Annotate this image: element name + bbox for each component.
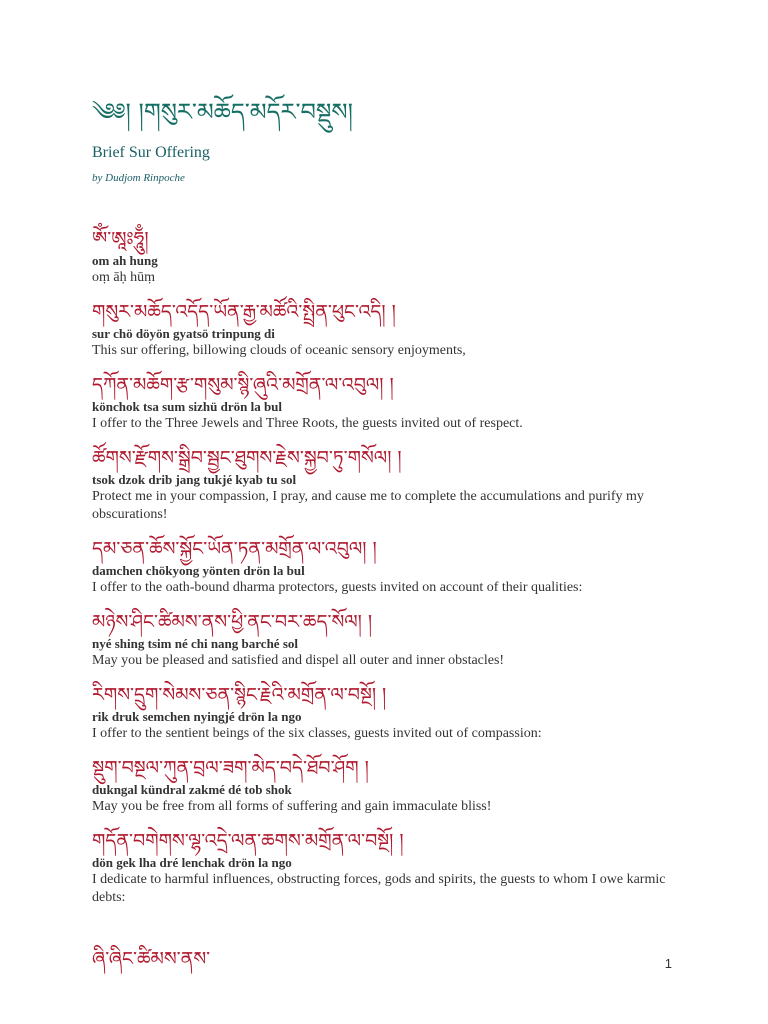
verse-tibetan: དམ་ཅན་ཆོས་སྐྱོང་ཡོན་ཏན་མགྲོན་ལ་འབུལ། །	[92, 538, 377, 560]
verse	[92, 226, 682, 287]
verse-tibetan: ཚོགས་རྫོགས་སྒྲིབ་སྦྱང་ཐུགས་རྗེས་སྐྱབ་ཏུ་གསོལ། །	[92, 447, 402, 469]
verse-list	[92, 226, 682, 919]
verse	[92, 609, 682, 670]
verse-translation: This sur offering, billowing clouds of oceanic sensory enjoyments,	[92, 343, 466, 358]
verse-tibetan: སྡུག་བསྔལ་ཀུན་བྲལ་ཟག་མེད་བདེ་ཐོབ་ཤོག །	[92, 757, 369, 779]
verse	[92, 299, 682, 360]
verse-translation: May you be pleased and satisfied and dispel all outer and inner obstacles!	[92, 653, 505, 668]
verse-phonetic: oṃ āḥ hūṃ	[92, 270, 155, 285]
shad-mark: །	[382, 684, 387, 706]
verse-translation: I offer to the sentient beings of the six classes, guests invited out of compassion:	[92, 726, 542, 741]
verse-tibetan: དཀོན་མཆོག་རྩ་གསུམ་སྙི་ཞུའི་མགྲོན་ལ་འབུལ། །	[92, 374, 394, 396]
verse-translation: May you be free from all forms of suffering and gain immaculate bliss!	[92, 799, 492, 814]
verse-transliteration: rik druk semchen nyingjé drön la ngo	[92, 709, 302, 724]
tibetan-title: ༄༅། །གསུར་མཆོད་མདོར་བསྡུས།	[92, 98, 353, 126]
verse	[92, 536, 682, 597]
verse	[92, 755, 682, 816]
verse-transliteration: tsok dzok drib jang tukjé kyab tu sol	[92, 472, 297, 487]
page-number: 1	[664, 956, 672, 971]
verse-tibetan: ཨོཾ་ཨཱཿཧཱུྃ།	[92, 228, 149, 250]
verse-translation: Protect me in your compassion, I pray, and cause me to complete the accumulations and purify my obscurations!	[92, 489, 644, 522]
verse-tibetan: གསུར་མཆོད་འདོད་ཡོན་རྒྱ་མཚོའི་སྤྲིན་ཕུང་འདི། །	[92, 301, 396, 323]
verse-translation: I dedicate to harmful influences, obstructing forces, gods and spirits, the guests to whom I owe karmic debts:	[92, 872, 666, 905]
verse-transliteration: om ah hung	[92, 253, 158, 268]
verse-translation: I offer to the Three Jewels and Three Roots, the guests invited out of respect.	[92, 416, 523, 431]
document-title: Brief Sur Offering	[92, 144, 210, 161]
verse-transliteration: dukngal kündral zakmé dé tob shok	[92, 782, 292, 797]
verse-transliteration: könchok tsa sum sizhü drön la bul	[92, 399, 283, 414]
verse	[92, 828, 682, 907]
page	[92, 0, 692, 1024]
verse-tibetan: གདོན་བགེགས་ལྷ་འདྲེ་ལན་ཆགས་མགྲོན་ལ་བསྔོ། །	[92, 830, 404, 852]
verse-tibetan: རིགས་དྲུག་སེམས་ཅན་སྙིང་རྗེའི་མགྲོན་ལ་བསྔོ། །	[92, 684, 387, 706]
partial-next-verse	[92, 938, 292, 970]
verse-translation: I offer to the oath-bound dharma protectors, guests invited on account of their qualities:	[92, 580, 583, 595]
shad-mark: །	[389, 374, 394, 396]
verse-transliteration: dön gek lha dré lenchak drön la ngo	[92, 855, 292, 870]
verse	[92, 372, 682, 433]
shad-mark: །	[391, 301, 396, 323]
verse-transliteration: damchen chökyong yönten drön la bul	[92, 563, 305, 578]
verse-transliteration: nyé shing tsim né chi nang barché sol	[92, 636, 298, 651]
verse	[92, 445, 682, 524]
shad-mark: །	[397, 447, 402, 469]
shad-mark: །	[364, 757, 369, 779]
shad-mark: །	[372, 538, 377, 560]
shad-mark: །	[367, 611, 373, 633]
partial-tibetan-line: ཞི་ཞིང་ཚིམས་ནས་	[92, 948, 211, 970]
shad-mark: །	[399, 830, 404, 852]
verse	[92, 682, 682, 743]
author-line: by Dudjom Rinpoche	[92, 172, 185, 184]
verse-transliteration: sur chö döyön gyatsö trinpung di	[92, 326, 275, 341]
verse-tibetan: མཉེས་ཤིང་ཚིམས་ནས་ཕྱི་ནང་བར་ཆད་སོལ། །	[92, 611, 373, 633]
